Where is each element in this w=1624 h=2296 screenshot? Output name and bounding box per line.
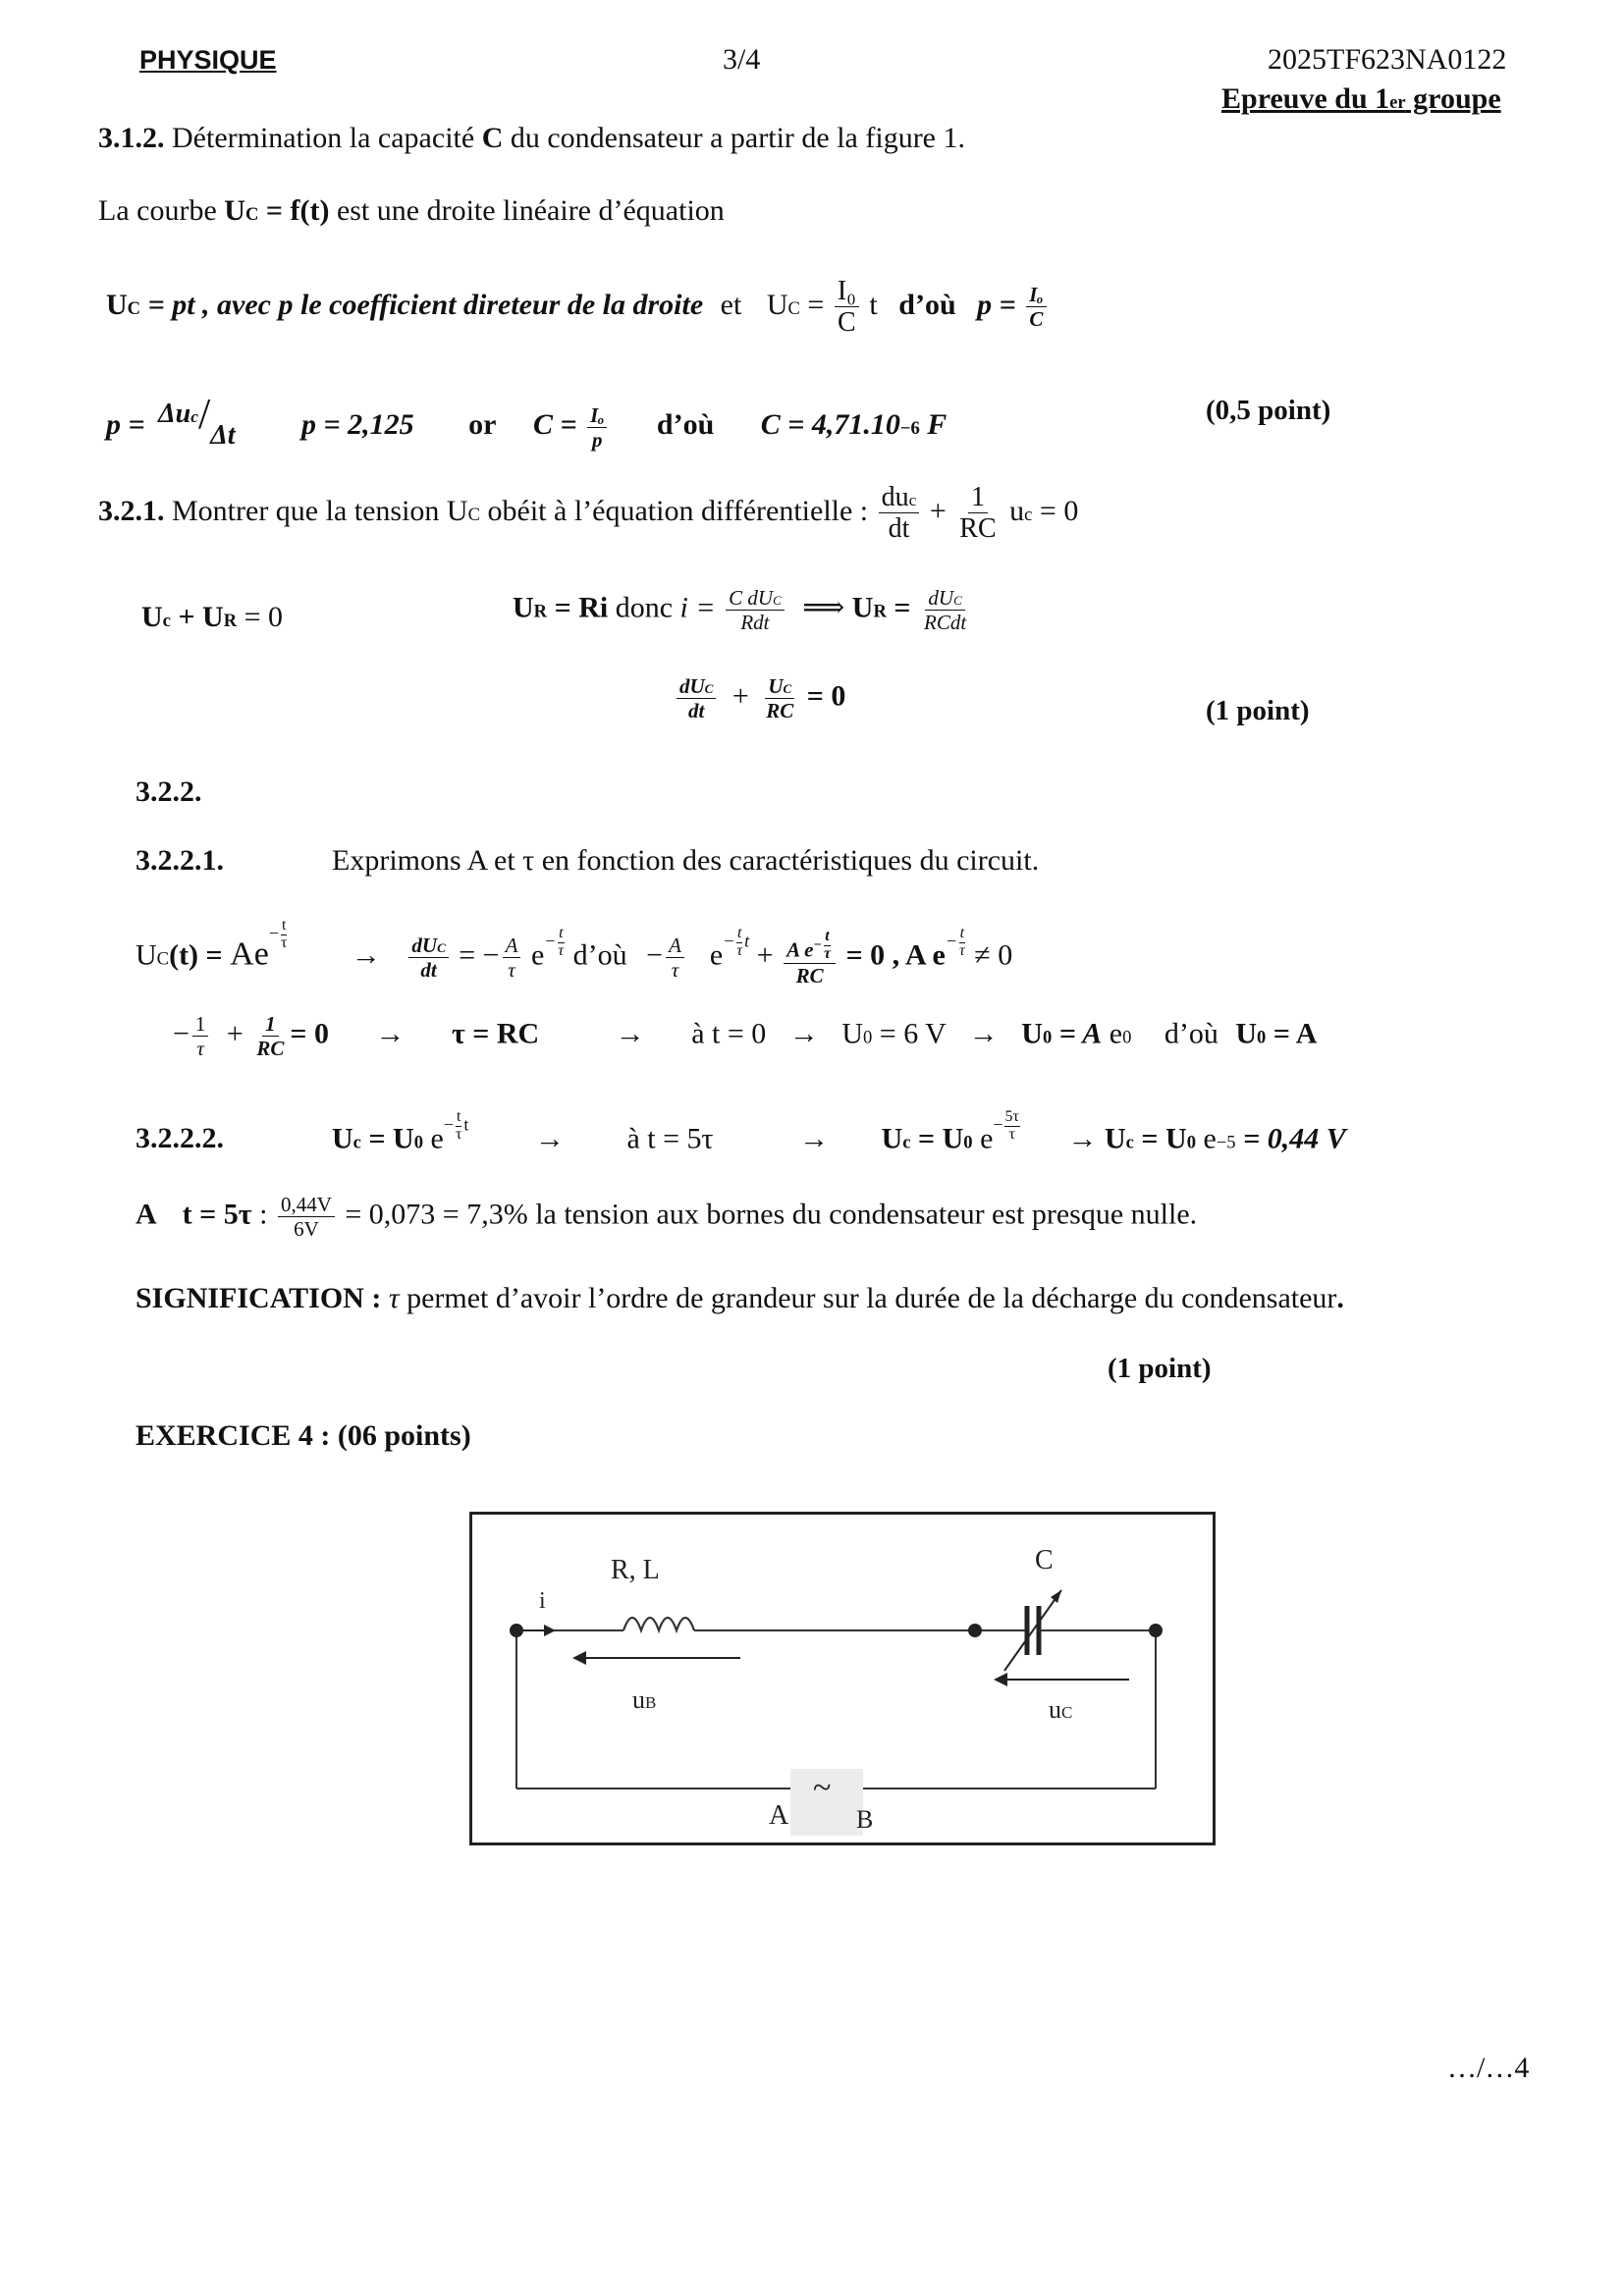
exercice-4-title: EXERCICE 4 : (06 points) <box>135 1419 471 1452</box>
node-mid <box>968 1624 982 1637</box>
label-rl: R, L <box>611 1555 660 1585</box>
section-3-2-2-1-text: Exprimons A et τ en fonction des caractéristiques du circuit. <box>332 844 1040 877</box>
label-i: i <box>539 1588 546 1614</box>
circuit-diagram <box>469 1512 1216 1845</box>
section-3-2-2-2-num: 3.2.2.2. <box>135 1122 224 1154</box>
points-1-a: (1 point) <box>1206 695 1310 726</box>
label-b: B <box>856 1805 874 1834</box>
page-number: 3/4 <box>723 43 761 76</box>
section-3-1-2-title: 3.1.2. Détermination la capacité C du condensateur a partir de la figure 1. <box>98 122 965 154</box>
section-3-2-1-title: 3.2.1. Montrer que la tension $U_C$ obéit à l’équation différentielle : $\frac{du_c}{dt}$ + $\frac{1}{RC}$ $u_c = 0$ <box>98 482 1079 545</box>
subject-header: PHYSIQUE <box>139 45 277 75</box>
equation-ur-ri: $U_R = Ri$ donc i = $\frac{C dU_C}{\text{Rdt}}$ ⟹ $U_R$ = $\frac{dU_C}{\text{RCdt}}$ <box>513 586 967 635</box>
equation-p-value: $p = \Delta u_c/\Delta t$ p = 2,125 or C = $\frac{\text{Iₒ}}{p}$ d’où $C = 4,71.10^{-6}$ F <box>106 390 947 452</box>
courbe-line: La courbe $U_C = f(t)$ est une droite linéaire d’équation <box>98 194 725 227</box>
signification-line: SIGNIFICATION : τ permet d’avoir l’ordre de grandeur sur la durée de la décharge du condensateur. <box>135 1282 1344 1314</box>
rlc-circuit-figure <box>469 1512 1216 1845</box>
points-0-5: (0,5 point) <box>1206 395 1331 426</box>
differential-equation-result: $\frac{dU_C}{dt}$ + $\frac{U_C}{RC}$ = 0 <box>674 675 845 721</box>
section-3-2-2-1-num: 3.2.2.1. <box>135 844 224 877</box>
equation-tau-rc: − $\frac{1}{\tau}$ + $\frac{1}{RC}$ = 0 → τ = RC → à $t = 0 \to U_0 = 6$ $V \to U_0 = A$ $e^0$ d’où $U_0 = A$ <box>173 1012 1318 1061</box>
equation-uc-ur: $U_c + U_R = 0$ <box>141 601 284 633</box>
label-a: A <box>769 1800 789 1831</box>
group-label: Epreuve du 1er groupe <box>1221 82 1501 115</box>
label-c: C <box>1035 1545 1054 1575</box>
label-generator: ~ <box>813 1770 832 1806</box>
label-ub: uB <box>632 1685 657 1714</box>
exam-code: 2025TF623NA0122 <box>1268 43 1507 76</box>
label-uc: uC <box>1049 1695 1073 1724</box>
section-3-2-2-title: 3.2.2. <box>135 775 202 808</box>
node-right <box>1149 1624 1163 1637</box>
equation-uc-decay: $U_c = U_0$ e− $\frac{t}{\tau}$ t → à $t = 5\tau \to U_c = U_0$ e− $\frac{5\tau}{\tau}$ → $U_c = U_0$ $e^{-5} = 0,44$ V <box>332 1108 1346 1155</box>
equation-uc-pt: $U_C$ = pt , avec p le coefficient direteur de la droite et $U_C$ = $\frac{\text{I₀}}{C}$ t d’où p = $\frac{\text{Iₒ}}{C}$ <box>106 277 1050 338</box>
page-continuation: …/…4 <box>1447 2052 1530 2084</box>
equation-uc-t: $U_C(t) = Ae-$ $\frac{t}{\tau}$ → $\frac{dU_C}{dt}$ = − $\frac{A}{\tau}$ e− $\frac{t}{\tau}$ d’où − $\frac{A}{\tau}$ e− $\frac{t}{\tau}$ t + A e− $\frac{t}{\tau}$ RC = 0 , A e− $\frac{t}{\tau}$ ≠ 0 <box>135 917 1013 988</box>
points-1-b: (1 point) <box>1108 1353 1212 1384</box>
result-percentage: A t = 5τ : $\frac{0,44V}{6V}$ = 0,073 = 7,3% la tension aux bornes du condensateur est presque nulle. <box>135 1193 1198 1242</box>
